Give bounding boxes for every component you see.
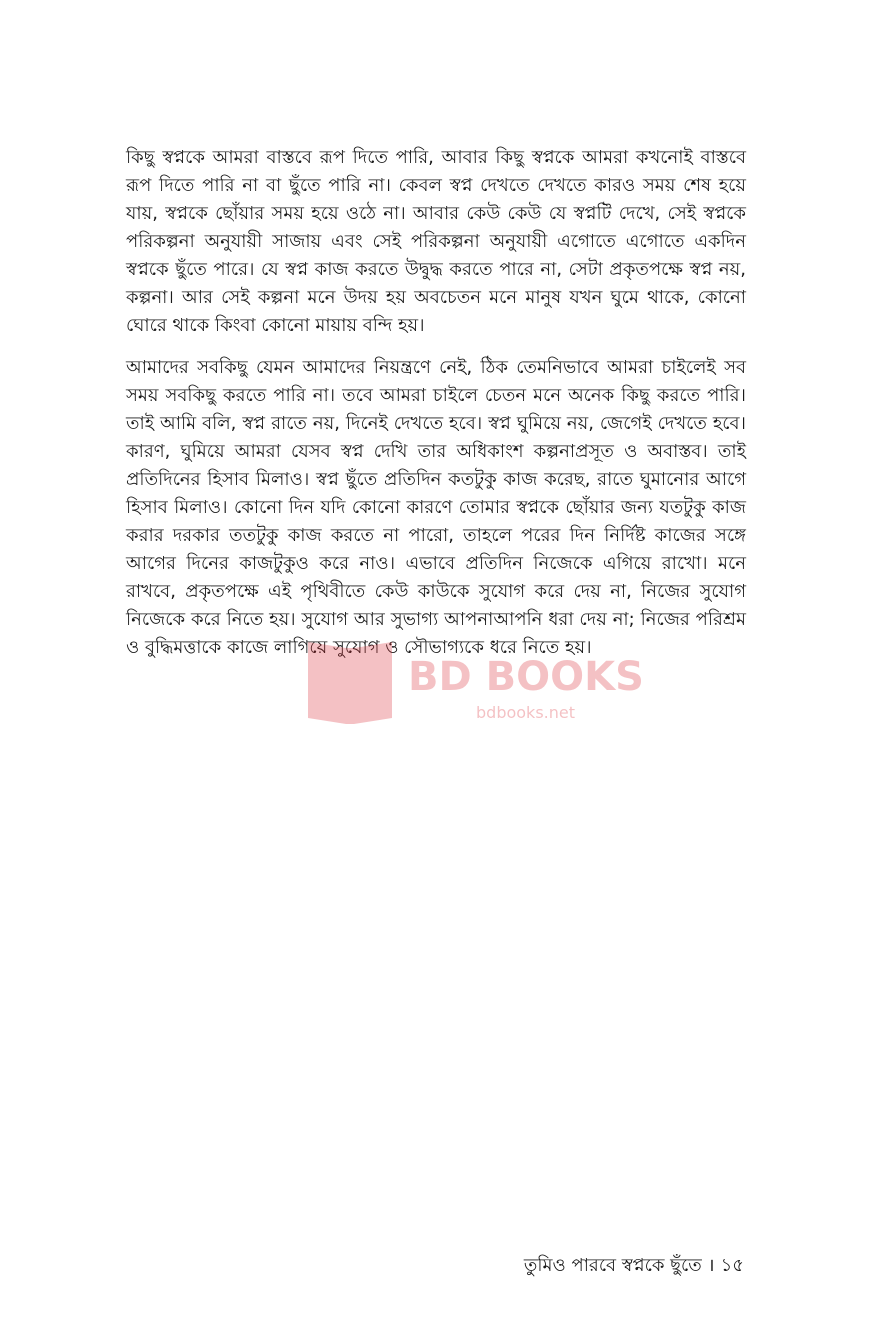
paragraph-1: কিছু স্বপ্নকে আমরা বাস্তবে রূপ দিতে পারি, আবার কিছু স্বপ্নকে আমরা কখনোই বাস্তবে রূপ দিতে পারি না বা ছুঁতে পারি না। কেবল স্বপ্ন দেখতে দেখতে কারও সময় শেষ হয়ে যায়, স্বপ্নকে ছোঁয়ার সময় হয়ে ওঠে না। আবার কেউ কেউ যে স্বপ্নটি দেখে, সেই স্বপ্নকে পরিকল্পনা অনুযায়ী সাজায় এবং সেই পরিকল্পনা অনুযায়ী এগোতে এগোতে একদিন স্বপ্নকে ছুঁতে পারে। যে স্বপ্ন কাজ করতে উদ্বুদ্ধ করতে পারে না, সেটা প্রকৃতপক্ষে স্বপ্ন নয়, কল্পনা। আর সেই কল্পনা মনে উদয় হয় অবচেতন মনে মানুষ যখন ঘুমে থাকে, কোনো ঘোরে থাকে কিংবা কোনো মায়ায় বন্দি হয়। [126, 147, 746, 336]
watermark-site: bdbooks.net [476, 703, 575, 722]
page-footer [524, 1254, 744, 1278]
page-number: ১৫ [720, 1255, 744, 1276]
footer-book-title: তুমিও পারবে স্বপ্নকে ছুঁতে [523, 1255, 702, 1276]
watermark-brand: BD BOOKS [408, 654, 644, 700]
body-text [126, 144, 746, 676]
footer-separator: । [707, 1255, 715, 1276]
paragraph-2: আমাদের সবকিছু যেমন আমাদের নিয়ন্ত্রণে নেই, ঠিক তেমনিভাবে আমরা চাইলেই সব সময় সবকিছু করতে পারি না। তবে আমরা চাইলে চেতন মনে অনেক কিছু করতে পারি। তাই আমি বলি, স্বপ্ন রাতে নয়, দিনেই দেখতে হবে। স্বপ্ন ঘুমিয়ে নয়, জেগেই দেখতে হবে। কারণ, ঘুমিয়ে আমরা যেসব স্বপ্ন দেখি তার অধিকাংশ কল্পনাপ্রসূত ও অবাস্তব। তাই প্রতিদিনের হিসাব মিলাও। স্বপ্ন ছুঁতে প্রতিদিন কতটুকু কাজ করেছ, রাতে ঘুমানোর আগে হিসাব মিলাও। কোনো দিন যদি কোনো কারণে তোমার স্বপ্নকে ছোঁয়ার জন্য যতটুকু কাজ করার দরকার ততটুকু কাজ করতে না পারো, তাহলে পরের দিন নির্দিষ্ট কাজের সঙ্গে আগের দিনের কাজটুকুও করে নাও। এভাবে প্রতিদিন নিজেকে এগিয়ে রাখো। মনে রাখবে, প্রকৃতপক্ষে এই পৃথিবীতে কেউ কাউকে সুযোগ করে দেয় না, নিজের সুযোগ নিজেকে করে নিতে হয়। সুযোগ আর সুভাগ্য আপনাআপনি ধরা দেয় না; নিজের পরিশ্রম ও বুদ্ধিমত্তাকে কাজে লাগিয়ে সুযোগ ও সৌভাগ্যকে ধরে নিতে হয়। [126, 357, 746, 658]
